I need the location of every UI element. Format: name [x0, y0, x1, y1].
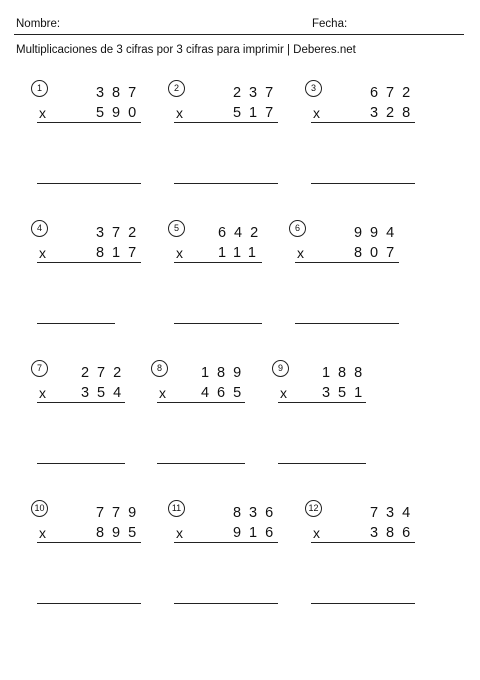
times-sign: x — [39, 105, 46, 121]
operation-rule — [311, 122, 415, 123]
operation-rule — [174, 542, 278, 543]
multiplier: 111 — [218, 245, 264, 261]
operation-rule — [37, 122, 141, 123]
times-sign: x — [159, 385, 166, 401]
answer-line — [37, 323, 115, 324]
multiplicand: 836 — [233, 505, 282, 521]
worksheet-title: Multiplicaciones de 3 cifras por 3 cifras para imprimir | Deberes.net — [16, 44, 356, 56]
answer-line — [174, 183, 278, 184]
answer-line — [174, 603, 278, 604]
multiplicand: 189 — [201, 365, 250, 381]
operation-rule — [37, 542, 141, 543]
multiplicand: 642 — [218, 225, 267, 241]
operation-rule — [37, 262, 141, 263]
problem-number: 10 — [31, 500, 48, 517]
answer-line — [174, 323, 262, 324]
times-sign: x — [39, 245, 46, 261]
multiplicand: 387 — [96, 85, 145, 101]
answer-line — [295, 323, 399, 324]
multiplicand: 372 — [96, 225, 145, 241]
multiplicand: 779 — [96, 505, 145, 521]
operation-rule — [174, 262, 262, 263]
times-sign: x — [39, 385, 46, 401]
multiplier: 916 — [233, 525, 282, 541]
operation-rule — [295, 262, 399, 263]
times-sign: x — [39, 525, 46, 541]
multiplier: 386 — [370, 525, 419, 541]
multiplier: 465 — [201, 385, 250, 401]
answer-line — [157, 463, 245, 464]
multiplier: 351 — [322, 385, 371, 401]
header-rule — [14, 34, 464, 35]
multiplicand: 734 — [370, 505, 419, 521]
problem-number: 3 — [305, 80, 322, 97]
multiplicand: 994 — [354, 225, 403, 241]
problem-number: 2 — [168, 80, 185, 97]
problem-number: 8 — [151, 360, 168, 377]
problem-number: 12 — [305, 500, 322, 517]
problem-number: 11 — [168, 500, 185, 517]
answer-line — [311, 603, 415, 604]
times-sign: x — [313, 525, 320, 541]
multiplier: 807 — [354, 245, 403, 261]
operation-rule — [157, 402, 245, 403]
answer-line — [311, 183, 415, 184]
problem-number: 7 — [31, 360, 48, 377]
name-label: Nombre: — [16, 18, 61, 30]
multiplier: 895 — [96, 525, 145, 541]
times-sign: x — [176, 245, 183, 261]
operation-rule — [37, 402, 125, 403]
operation-rule — [174, 122, 278, 123]
times-sign: x — [297, 245, 304, 261]
multiplicand: 237 — [233, 85, 282, 101]
problem-number: 4 — [31, 220, 48, 237]
answer-line — [278, 463, 366, 464]
problem-number: 5 — [168, 220, 185, 237]
multiplier: 817 — [96, 245, 145, 261]
date-label: Fecha: — [312, 18, 348, 30]
problem-number: 9 — [272, 360, 289, 377]
multiplier: 590 — [96, 105, 145, 121]
answer-line — [37, 603, 141, 604]
multiplicand: 672 — [370, 85, 419, 101]
answer-line — [37, 183, 141, 184]
multiplicand: 272 — [81, 365, 130, 381]
times-sign: x — [176, 105, 183, 121]
multiplier: 517 — [233, 105, 282, 121]
problem-number: 6 — [289, 220, 306, 237]
multiplicand: 188 — [322, 365, 371, 381]
times-sign: x — [176, 525, 183, 541]
multiplier: 354 — [81, 385, 130, 401]
answer-line — [37, 463, 125, 464]
problem-number: 1 — [31, 80, 48, 97]
times-sign: x — [280, 385, 287, 401]
operation-rule — [278, 402, 366, 403]
times-sign: x — [313, 105, 320, 121]
operation-rule — [311, 542, 415, 543]
multiplier: 328 — [370, 105, 419, 121]
